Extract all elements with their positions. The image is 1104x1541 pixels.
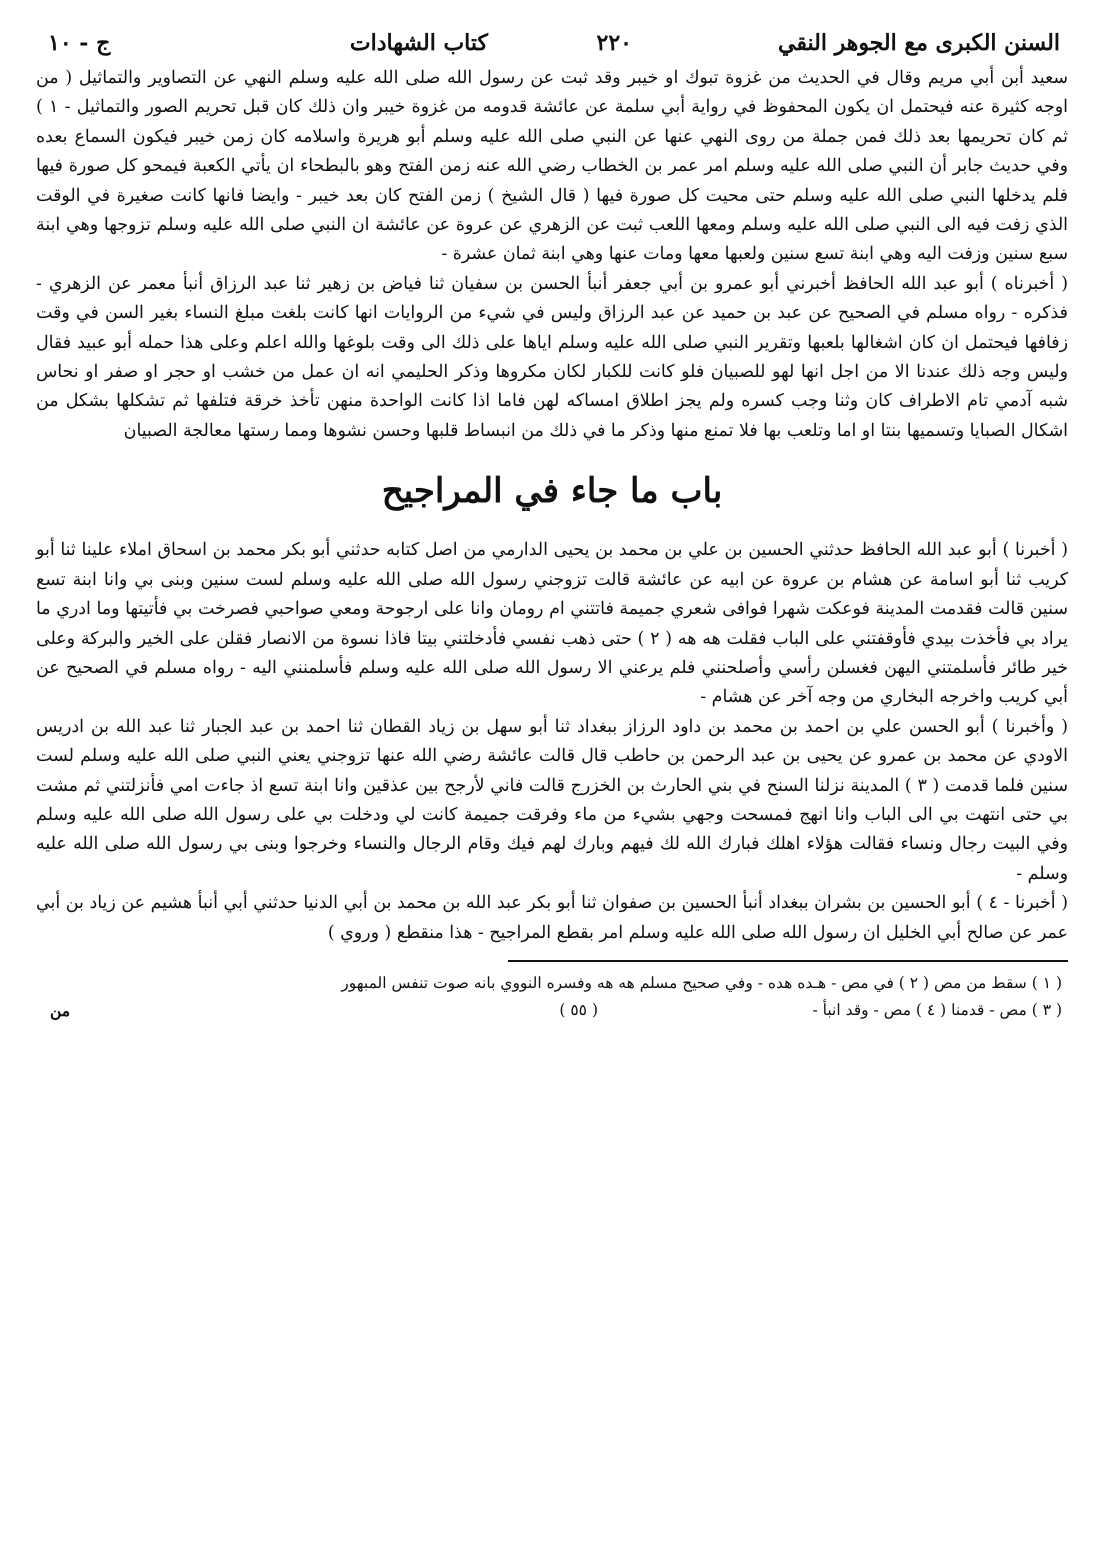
footnote-line-2 [36,997,1068,1024]
running-header [36,28,1068,64]
footnote-line-1 [36,970,1068,997]
paragraph-1: سعيد أبن أبي مريم وقال في الحديث من غزوة تبوك او خيبر وقد ثبت عن رسول الله صلى الله عليه وسلم النهي عن التصاوير والتماثيل ( من اوجه كثيرة عنه فيحتمل ان يكون المحفوظ في رواية أبي سلمة عن عائشة قدومه من غزوة خيبر وان ذلك كان قبل تحريم الصور والتماثيل - ١ ) ثم كان تحريمها بعد ذلك فمن جملة من روى النهي عنها عن النبي صلى الله عليه وسلم أبو هريرة واسلامه كان زمن خيبر فيكون السماع بعده وفي حديث جابر أن النبي صلى الله عليه وسلم امر عمر بن الخطاب رضي الله عنه زمن الفتح وهو بالبطحاء ان يأتي الكعبة فيمحو كل صورة فيها فلم يدخلها النبي صلى الله عليه وسلم حتى محيت كل صورة فيها ( قال الشيخ ) زمن الفتح كان بعد خيبر - وايضا فانها كانت صغيرة في الوقت الذي زفت فيه الى النبي صلى الله عليه وسلم ومعها اللعب ثبت عن الزهري عن عروة عن عائشة ان النبي صلى الله عليه وسلم تزوجها وهي ابنة سبع سنين وزفت اليه وهي ابنة تسع سنين ولعبها معها ومات عنها وهي ابنة ثمان عشرة - [36,68,1068,265]
chapter-heading: باب ما جاء في المراجيح [381,471,723,512]
paragraph-4: ( وأخبرنا ) أبو الحسن علي بن احمد بن محمد بن داود الرزاز ببغداد ثنا أبو سهل بن زياد القطان ثنا احمد بن عبد الجبار ثنا عبد الله بن ادريس الاودي عن محمد بن عمرو عن يحيى بن عبد الرحمن بن حاطب قال قالت عائشة رضي الله عنها تزوجني يعني النبي صلى الله عليه وسلم لست سنين فلما قدمت ( ٣ ) المدينة نزلنا السنح في بني الحارث بن الخزرج قالت فاني لأرجح بين عذقين وانا ابنة تسع اذ جاءت امي فأنزلتني ثم مشت بي حتى انتهت بي الى الباب وانا انهج فمسحت وجهي بشيء من ماء وفرقت جميمة كانت لي ودخلت بي على رسول الله صلى الله عليه وسلم وفي البيت رجال ونساء فقالت هؤلاء اهلك فبارك الله لك فيهم وبارك لهم فيك وقام الرجال والنساء وخرجوا وبنى بي رسول الله صلى الله عليه وسلم - [36,716,1068,884]
section-name: كتاب الشهادات [349,30,488,56]
volume-number: ج - ١٠ [48,30,111,56]
footnote-divider [508,960,1068,962]
page-number: ٢٢٠ [596,30,632,56]
book-title: السنن الكبرى مع الجوهر النقي [778,30,1060,56]
footnote-text-1: ( ١ ) سقط من مص ( ٢ ) في مص - هـده هده - وفي صحيح مسلم هه هه وفسره النووي بانه صوت تنفس المبهور [341,973,1062,992]
paragraph-5: ( أخبرنا - ٤ ) أبو الحسين بن بشران ببغداد أنبأ الحسين بن صفوان ثنا أبو بكر عبد الله بن محمد بن أبي الدنيا حدثني أبي أنبأ هشيم عن زياد بن أبي عمر عن صالح أبي الخليل ان رسول الله صلى الله عليه وسلم امر بقطع المراجيح - هذا منقطع ( وروي ) [36,893,1068,943]
signature-mark: من [50,1000,71,1020]
paragraph-2: ( أخبرناه ) أبو عبد الله الحافظ أخبرني أبو عمرو بن أبي جعفر أنبأ الحسن بن سفيان ثنا فياض بن زهير ثنا عبد الرزاق أنبأ معمر عن الزهري - فذكره - رواه مسلم في الصحيح عن عبد بن حميد عن عبد الرزاق وليس في شيء من الروايات انها كانت بلغت مبلغ النساء بغير السن في وقت زفافها فيحتمل ان كان اشغالها بلعبها وتقرير النبي صلى الله عليه وسلم اياها على ذلك الى وقت بلوغها والله اعلم وعلى هذا حمله أبو عبيد فقال وليس وجه ذلك عندنا الا من اجل انها لهو للصبيان فلو كانت للكبار لكان مكروها وذكر الحليمي انه ان عمل من خشب او حجر او صفر او نحاس شبه آدمي تام الاطراف كان وثنا وجب كسره ولم يجز اطلاق امساكه لهن فاما اذا كانت الواحدة منهن تأخذ خرقة فتلفها ثم تشكلها بشكل من اشكال الصبايا وتسميها بنتا او اما وتلعب بها فلا تمنع منها وذكر ما في ذلك من انبساط قلبها وحسن نشوها ومما رستها معالجة الصبيان [36,273,1068,441]
printed-page-number: ( ٥٥ ) [559,1000,598,1019]
footnote-text-2: ( ٣ ) مص - قدمنا ( ٤ ) مص - وقد انبأ - [812,1000,1062,1019]
paragraph-3: ( أخبرنا ) أبو عبد الله الحافظ حدثني الحسين بن علي بن محمد بن يحيى الدارمي من اصل كتابه حدثني أبو بكر محمد بن اسحاق املاء علينا ثنا أبو كريب ثنا أبو اسامة عن هشام بن عروة عن ابيه عن عائشة قالت تزوجني رسول الله صلى الله عليه وسلم لست سنين وبنى بي وانا ابنة تسع سنين قالت فقدمت المدينة فوعكت شهرا فوافى شعري جميمة فاتتني ام رومان وانا على ارجوحة ومعي صواحبي فصرخت بي فأتيتها وما ادري ما يراد بي فأخذت بيدي فأوقفتني على الباب فقلت هه هه ( ٢ ) حتى ذهب نفسي فأدخلتني بيتا فاذا نسوة من الانصار فقلن على الخير والبركة وعلى خير طائر فأسلمتني اليهن فغسلن رأسي وأصلحنني فلم يرعني الا رسول الله صلى الله عليه وسلم فأسلمنني اليه - رواه مسلم في الصحيح عن أبي كريب واخرجه البخاري من وجه آخر عن هشام - [36,540,1068,708]
document-page [36,28,1068,1518]
